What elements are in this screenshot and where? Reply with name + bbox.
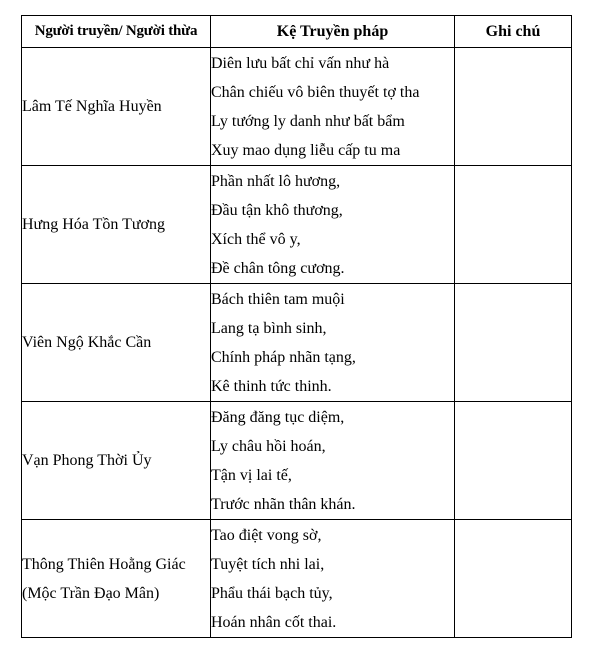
verse-line: Đề chân tông cương. [211, 259, 345, 277]
verse-line: Tuyệt tích nhi lai, [211, 555, 325, 573]
verse-cell [211, 48, 455, 166]
person-name: Lâm Tế Nghĩa Huyền [22, 98, 162, 115]
verse-line: Trước nhãn thân khán. [211, 495, 356, 513]
verse-line: Kê thinh tức thinh. [211, 377, 332, 395]
header-transmitter: Người truyền/ Người thừa [22, 16, 211, 48]
person-name: Viên Ngộ Khắc Cần [22, 334, 152, 351]
note-cell [455, 284, 572, 402]
table-row [22, 166, 572, 284]
verse-cell [211, 402, 455, 520]
header-verse: Kệ Truyền pháp [211, 16, 455, 48]
header-note: Ghi chú [455, 16, 572, 48]
table-row [22, 284, 572, 402]
person-cell [22, 166, 211, 284]
lineage-table [21, 15, 572, 638]
note-cell [455, 48, 572, 166]
person-name: Hưng Hóa Tồn Tương [22, 216, 165, 233]
note-cell [455, 402, 572, 520]
verse-line: Hoán nhân cốt thai. [211, 613, 337, 631]
verse-line: Đăng đăng tục diệm, [211, 408, 345, 426]
verse-line: Bách thiên tam muội [211, 290, 345, 308]
table-row [22, 48, 572, 166]
verse-line: Chân chiếu vô biên thuyết tợ tha [211, 83, 420, 101]
header-row [22, 16, 572, 48]
person-cell [22, 402, 211, 520]
verse-line: Chính pháp nhãn tạng, [211, 348, 356, 366]
person-cell [22, 48, 211, 166]
verse-line: Đầu tận khô thương, [211, 201, 343, 219]
verse-line: Xích thể vô y, [211, 230, 301, 248]
note-cell [455, 166, 572, 284]
verse-line: Tao điệt vong sờ, [211, 526, 322, 544]
verse-cell [211, 520, 455, 638]
person-name: Vạn Phong Thời Ủy [22, 452, 152, 469]
verse-line: Phần nhất lô hương, [211, 172, 341, 190]
note-cell [455, 520, 572, 638]
person-alt-name: (Mộc Trần Đạo Mân) [22, 584, 160, 602]
verse-line: Phẩu thái bạch tủy, [211, 584, 333, 602]
verse-line: Ly châu hồi hoán, [211, 437, 326, 455]
verse-line: Xuy mao dụng liễu cấp tu ma [211, 141, 401, 159]
verse-line: Diên lưu bất chỉ vấn như hà [211, 54, 390, 72]
table-row [22, 402, 572, 520]
person-name: Thông Thiên Hoằng Giác [22, 555, 186, 573]
table-row [22, 520, 572, 638]
person-cell [22, 520, 211, 638]
verse-line: Ly tướng ly danh như bất bẩm [211, 112, 405, 130]
verse-cell [211, 166, 455, 284]
verse-line: Lang tạ bình sinh, [211, 319, 327, 337]
person-cell [22, 284, 211, 402]
verse-line: Tận vị lai tế, [211, 466, 292, 484]
verse-cell [211, 284, 455, 402]
